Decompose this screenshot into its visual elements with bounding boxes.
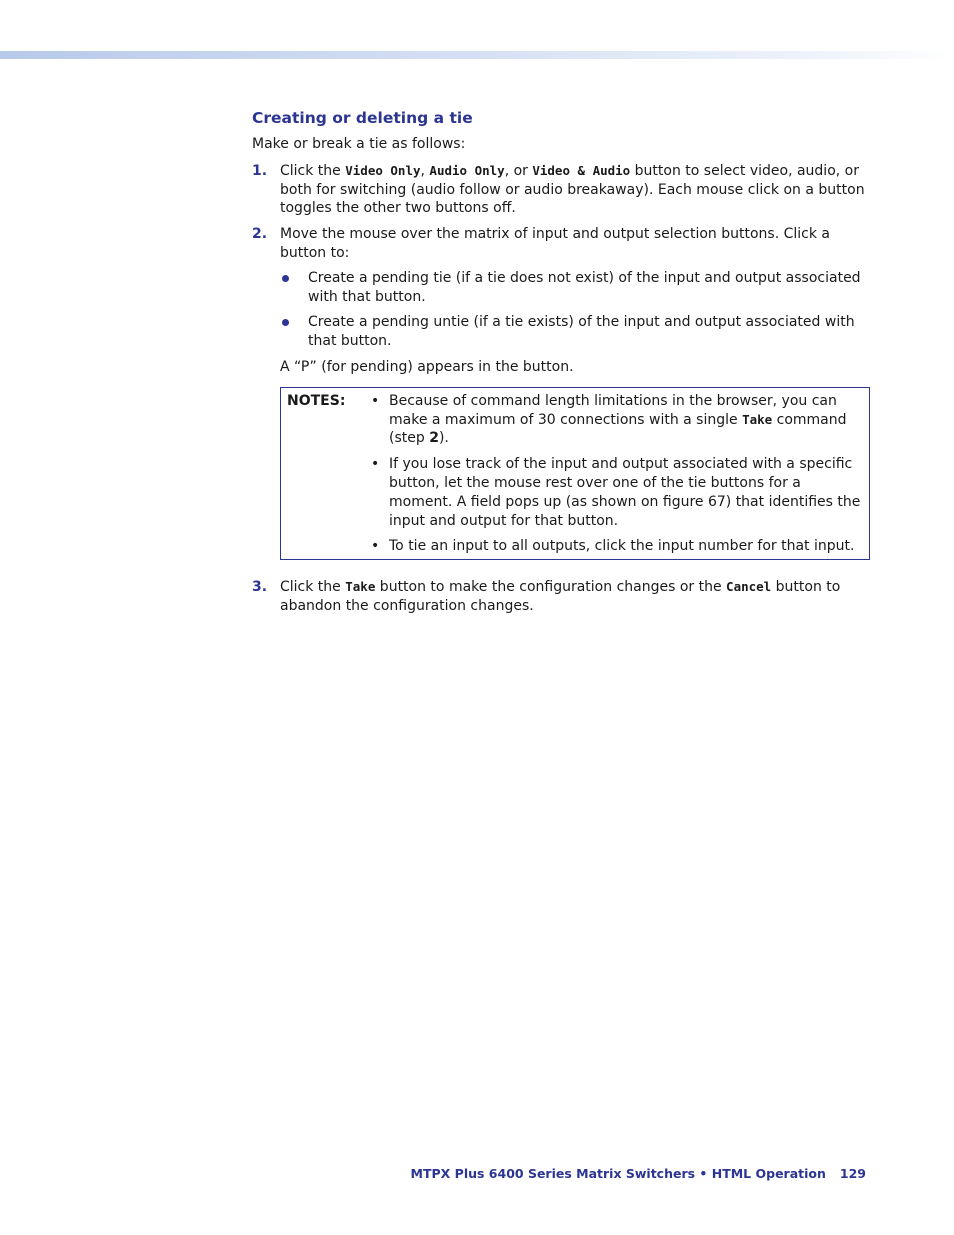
step-text: , — [420, 162, 430, 179]
intro-text: Make or break a tie as follows: — [252, 136, 466, 152]
step-text: button to select video, audio, or both for switching (audio follow or audio breakaway). Each mouse click on a button toggles the other two buttons off. — [280, 162, 865, 217]
notes-label: NOTES: — [287, 392, 346, 409]
step-text: , or — [504, 162, 533, 179]
header-rule — [0, 51, 954, 59]
list-item — [280, 269, 870, 307]
cancel-command: Cancel — [726, 579, 772, 595]
step-2-result: A “P” (for pending) appears in the button. — [280, 358, 574, 375]
step-text: Click the — [280, 579, 346, 596]
note-text: Because of command length limitations in the browser, you can make a maximum of 30 connections with a single — [389, 392, 837, 428]
notes-box — [280, 387, 870, 560]
step-2-bullets — [280, 269, 870, 351]
bullet-icon — [282, 319, 289, 326]
page-number: 129 — [839, 1166, 866, 1181]
bullet-icon — [282, 275, 289, 282]
audio-only-command: Audio Only — [429, 162, 505, 178]
step-text: button to abandon the configuration changes. — [280, 579, 841, 614]
list-item — [280, 313, 870, 351]
footer-title: MTPX Plus 6400 Series Matrix Switchers • HTML Operation — [410, 1166, 826, 1181]
bullet-icon: • — [371, 456, 380, 473]
step-2 — [252, 225, 870, 377]
take-command: Take — [345, 579, 376, 595]
list-item-text: Create a pending tie (if a tie does not exist) of the input and output associated with that button. — [308, 269, 861, 305]
note-text: ). — [438, 430, 449, 447]
video-audio-command: Video & Audio — [532, 162, 631, 178]
note-text: To tie an input to all outputs, click the input number for that input. — [389, 538, 855, 555]
page-content — [252, 108, 870, 623]
note-text: command (step — [389, 411, 847, 447]
list-item-text: Create a pending untie (if a tie exists) of the input and output associated with that button. — [308, 314, 855, 350]
step-number: 1. — [252, 162, 268, 179]
step-text: Move the mouse over the matrix of input and output selection buttons. Click a button to: — [280, 226, 830, 261]
take-command: Take — [742, 411, 773, 427]
note-text: If you lose track of the input and output associated with a specific button, let the mouse rest over one of the tie buttons for a moment. A field pops up (as shown on figure 67) that identifies the input and output for that button. — [389, 456, 861, 529]
notes-list — [287, 392, 861, 556]
step-text: Click the — [280, 162, 346, 179]
video-only-command: Video Only — [345, 162, 421, 178]
bullet-icon: • — [371, 392, 380, 409]
step-1 — [252, 162, 870, 218]
note-item — [371, 537, 861, 556]
step-number: 2. — [252, 226, 268, 243]
page-footer — [411, 1166, 866, 1181]
section-heading: Creating or deleting a tie — [252, 109, 473, 127]
step-number: 3. — [252, 579, 268, 596]
step-reference: 2 — [429, 430, 439, 447]
note-item — [371, 455, 861, 530]
step-3 — [252, 578, 870, 616]
note-item — [371, 392, 861, 448]
step-text: button to make the configuration changes or the — [375, 579, 727, 596]
bullet-icon: • — [371, 538, 380, 555]
